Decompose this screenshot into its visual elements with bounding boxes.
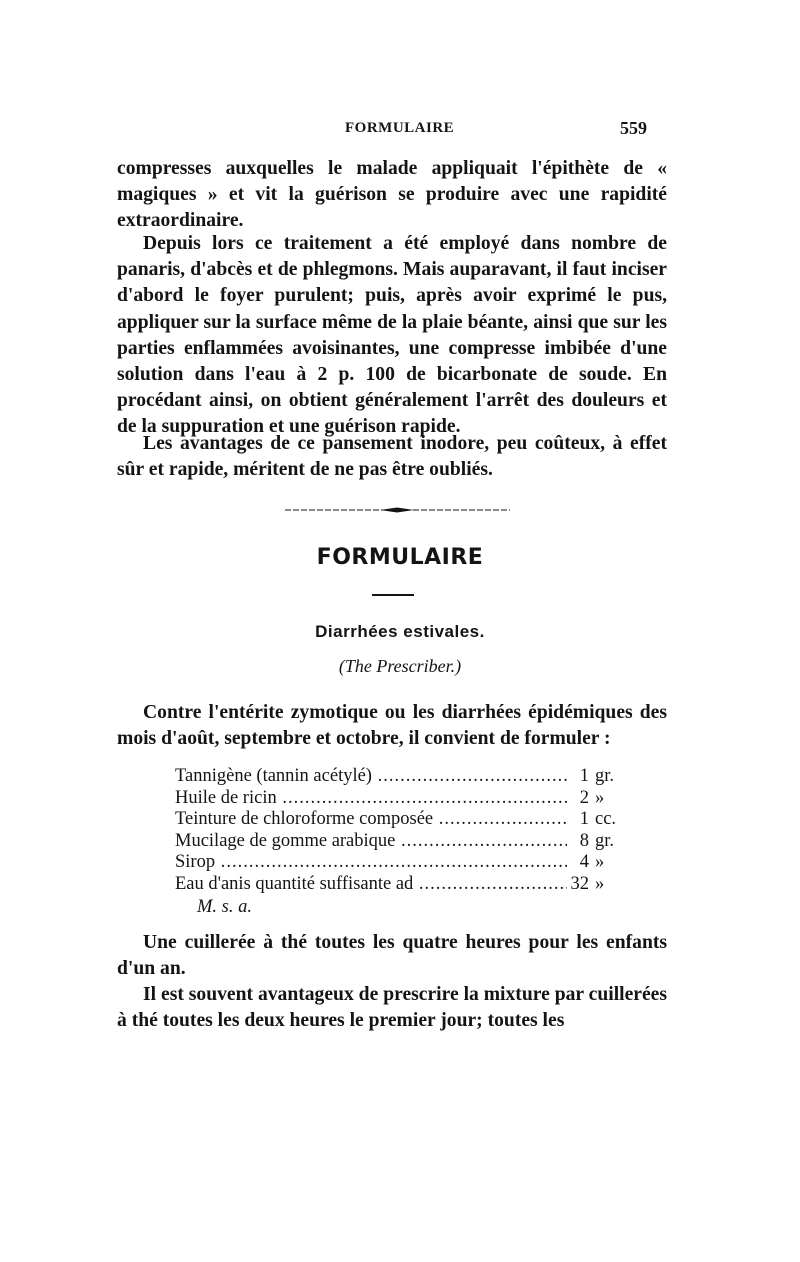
ingredient-unit: » bbox=[595, 873, 605, 894]
ingredient-unit: cc. bbox=[595, 809, 617, 830]
ingredient-name: Eau d'anis quantité suffisante ad ..... bbox=[175, 874, 567, 896]
paragraph-text: Les avantages de ce pansement inodore, peu coûteux, à effet sûr et rapide, méritent de ne pas être oubliés. bbox=[117, 433, 667, 481]
paragraph-text: Une cuillerée à thé toutes les quatre heures pour les enfants d'un an. bbox=[117, 932, 667, 980]
paragraph-text: Il est souvent avantageux de prescrire la mixture par cuillerées à thé toutes les deux heures le premier jour; toutes les bbox=[117, 984, 667, 1032]
ingredient-unit: gr. bbox=[595, 766, 615, 786]
prescription-row bbox=[175, 852, 625, 874]
source-citation: (The Prescriber.) bbox=[338, 656, 462, 676]
paragraph-text: Depuis lors ce traitement a été employé dans nombre de panaris, d'abcès et de phlegmons. Mais auparavant, il faut inciser d'abord le foyer purulent; puis, après avoir exprimé le pus, appliquer sur la surface même de la plaie béante, ainsi que sur les parties enflammées avoisinantes, une compresse imbibée d'une solution dans l'eau à 2 p. 100 de bicarbonate de soude. En procédant ainsi, on obtient généralement l'arrêt des douleurs et de la suppuration et une guérison rapide. bbox=[117, 233, 667, 438]
prescription-row bbox=[175, 788, 625, 810]
running-head: FORMULAIRE bbox=[345, 120, 455, 136]
ingredient-quantity: 8 bbox=[579, 830, 589, 851]
prescription-row bbox=[175, 766, 625, 788]
paragraph-treatment bbox=[117, 231, 667, 441]
page-number: 559 bbox=[620, 118, 647, 138]
ingredient-name: Teinture de chloroforme composée ..... bbox=[175, 809, 567, 831]
ingredient-quantity: 4 bbox=[579, 852, 589, 873]
subsection-title: Diarrhées estivales. bbox=[315, 622, 485, 641]
section-divider-ornament bbox=[285, 505, 510, 515]
ingredient-unit: gr. bbox=[595, 830, 615, 851]
ingredient-unit: » bbox=[595, 787, 605, 808]
ingredient-name: Sirop ..... bbox=[175, 852, 567, 874]
section-title: FORMULAIRE bbox=[316, 545, 484, 570]
ingredient-quantity: 1 bbox=[579, 766, 589, 786]
ingredient-name: Mucilage de gomme arabique ..... bbox=[175, 831, 567, 853]
prescription-intro bbox=[117, 700, 667, 752]
dosage-paragraph-continued bbox=[117, 982, 667, 1034]
prescription-row bbox=[175, 809, 625, 831]
ingredient-name: Tannigène (tannin acétylé) ..... bbox=[175, 766, 567, 788]
prescription-row bbox=[175, 874, 625, 896]
ingredient-quantity: 1 bbox=[579, 809, 589, 830]
paragraph-advantages bbox=[117, 431, 667, 483]
dosage-paragraph bbox=[117, 930, 667, 982]
title-rule bbox=[372, 594, 414, 596]
ingredient-quantity: 32 bbox=[570, 873, 589, 894]
paragraph-text: Contre l'entérite zymotique ou les diarrhées épidémiques des mois d'août, septembre et octobre, il convient de formuler : bbox=[117, 702, 667, 750]
ingredient-name: Huile de ricin ..... bbox=[175, 788, 567, 810]
paragraph-text: compresses auxquelles le malade appliquait l'épithète de « magiques » et vit la guérison se produire avec une rapidité extraordinaire. bbox=[117, 158, 667, 232]
ingredient-quantity: 2 bbox=[579, 787, 589, 808]
prescription-row bbox=[175, 831, 625, 853]
prescription-list bbox=[175, 766, 625, 918]
ingredient-unit: » bbox=[595, 852, 605, 873]
paragraph-continuation bbox=[117, 156, 667, 235]
recipe-note: M. s. a. bbox=[197, 896, 252, 917]
